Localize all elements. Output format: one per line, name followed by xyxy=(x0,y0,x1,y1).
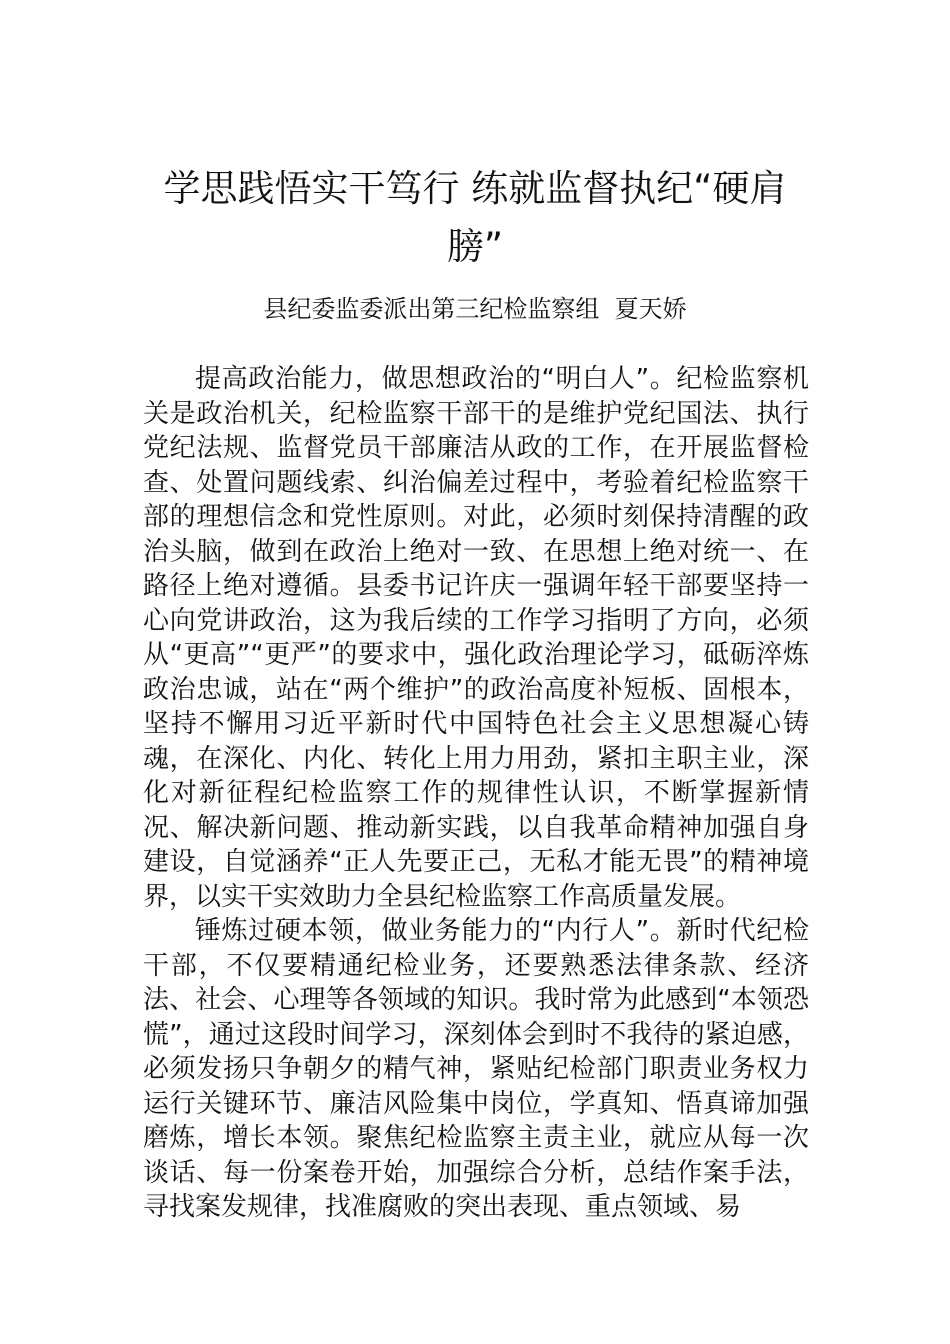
paragraph: 锤炼过硬本领，做业务能力的“内行人”。新时代纪检干部，不仅要精通纪检业务，还要熟悉法律条款、经济法、社会、心理等各领域的知识。我时常为此感到“本领恐慌”，通过这段时间学习，深刻体会到时不我待的紧迫感，必须发扬只争朝夕的精气神，紧贴纪检部门职责业务权力运行关键环节、廉洁风险集中岗位，学真知、悟真谛加强磨炼，增长本领。聚焦纪检监察主责主业，就应从每一次谈话、每一份案卷开始，加强综合分析，总结作案手法，寻找案发规律，找准腐败的突出表现、重点领域、易 xyxy=(143,916,809,1222)
document-author: 县纪委监委派出第三纪检监察组 夏天娇 xyxy=(263,295,687,323)
document-title: 学思践悟实干笃行 练就监督执纪“硬肩膀” xyxy=(163,167,787,268)
document-body xyxy=(143,362,809,1225)
paragraph: 提高政治能力，做思想政治的“明白人”。纪检监察机关是政治机关，纪检监察干部干的是维护党纪国法、执行党纪法规、监督党员干部廉洁从政的工作，在开展监督检查、处置问题线索、纠治偏差过程中，考验着纪检监察干部的理想信念和党性原则。对此，必须时刻保持清醒的政治头脑，做到在政治上绝对一致、在思想上绝对统一、在路径上绝对遵循。县委书记许庆一强调年轻干部要坚持一心向党讲政治，这为我后续的工作学习指明了方向，必须从“更高”“更严”的要求中，强化政治理论学习，砥砺淬炼政治忠诚，站在“两个维护”的政治高度补短板、固根本，坚持不懈用习近平新时代中国特色社会主义思想凝心铸魂，在深化、内化、转化上用力用劲，紧扣主职主业，深化对新征程纪检监察工作的规律性认识，不断掌握新情况、解决新问题、推动新实践，以自我革命精神加强自身建设，自觉涵养“正人先要正己，无私才能无畏”的精神境界，以实干实效助力全县纪检监察工作高质量发展。 xyxy=(143,364,809,912)
